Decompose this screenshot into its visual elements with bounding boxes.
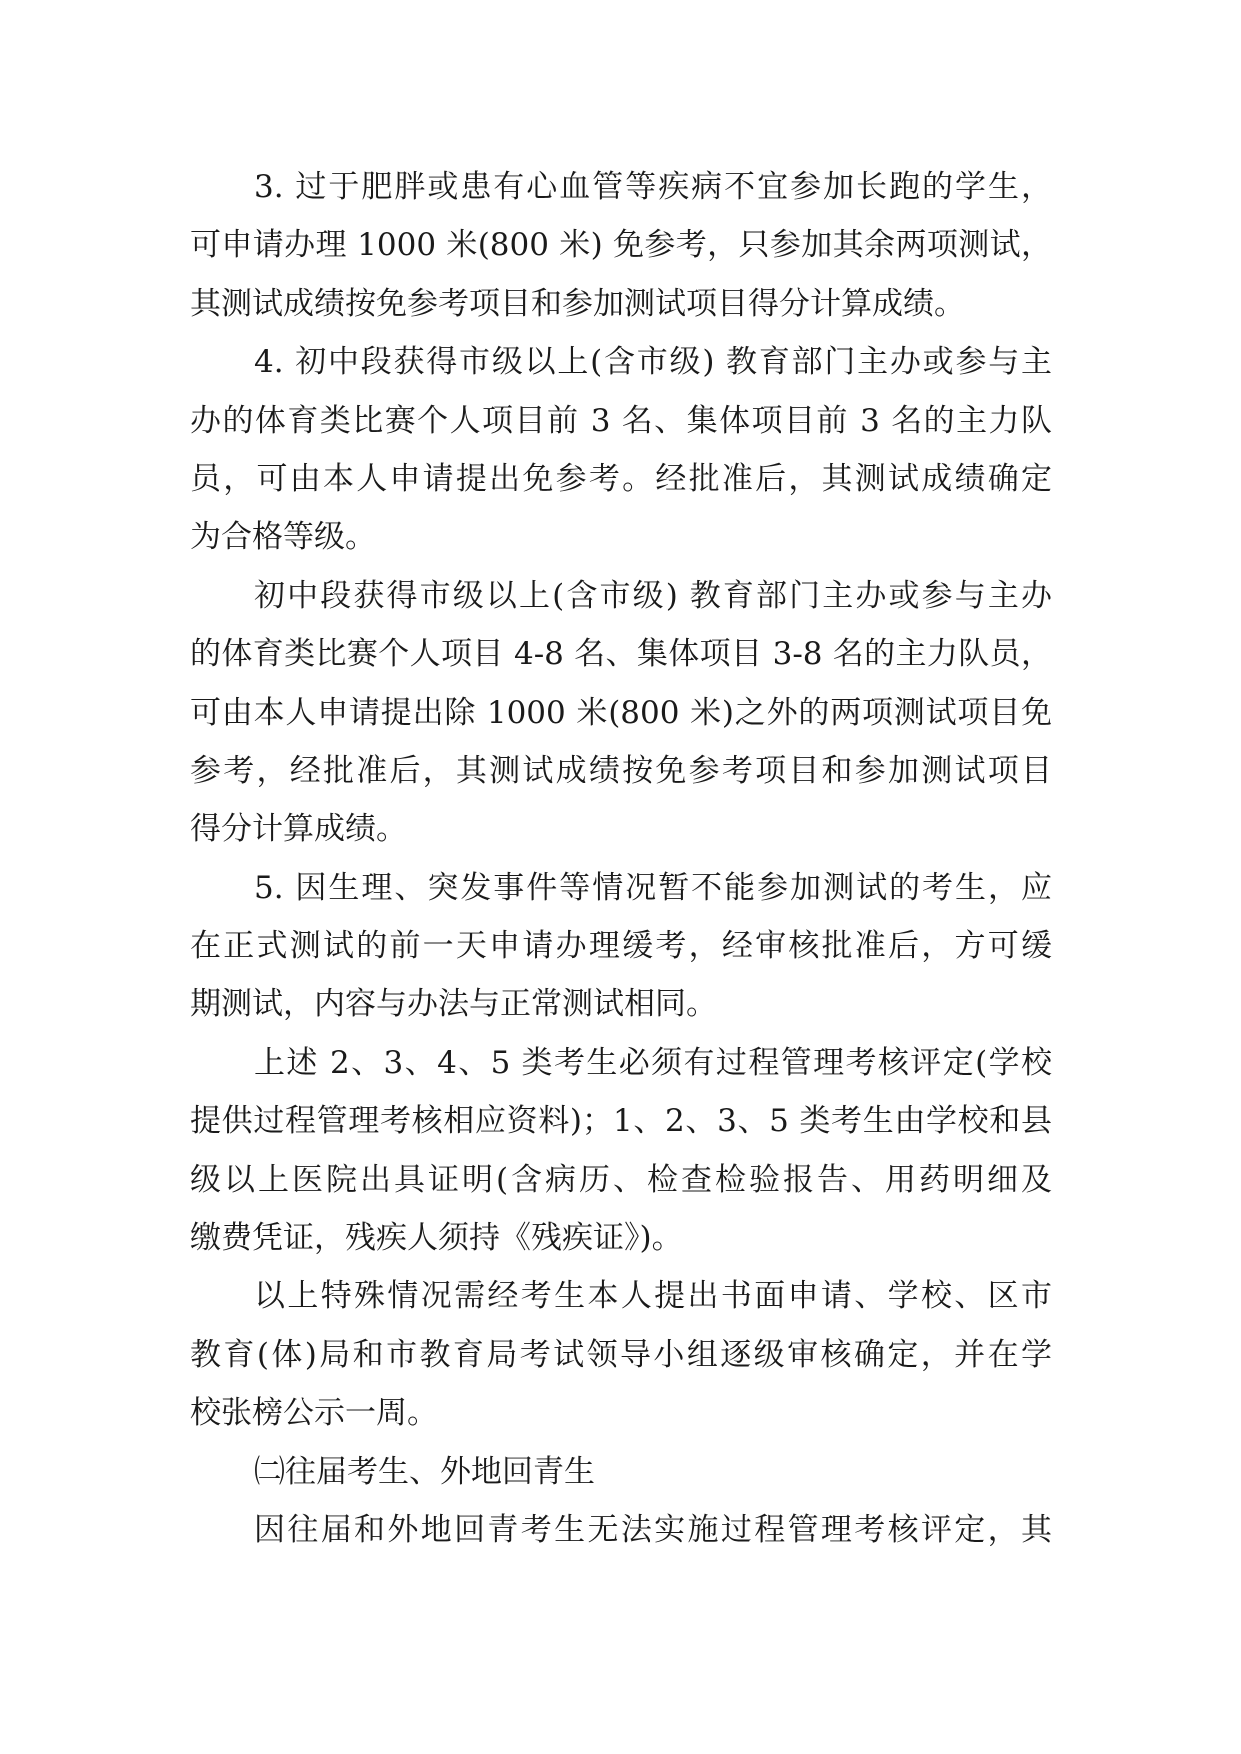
text-line: 的体育类比赛个人项目 4-8 名、集体项目 3-8 名的主力队员，	[190, 636, 1052, 673]
text-line: 可由本人申请提出除 1000 米(800 米)之外的两项测试项目免	[190, 694, 1052, 731]
text-line: 3. 过于肥胖或患有心血管等疾病不宜参加长跑的学生，	[254, 169, 1052, 205]
text-line: 提供过程管理考核相应资料)；1、2、3、5 类考生由学校和县	[190, 1103, 1052, 1140]
text-line: 缴费凭证，残疾人须持《残疾证》)。	[190, 1220, 683, 1257]
text-line: 办的体育类比赛个人项目前 3 名、集体项目前 3 名的主力队	[190, 402, 1052, 439]
text-line: 其测试成绩按免参考项目和参加测试项目得分计算成绩。	[190, 285, 965, 322]
text-line: 教育(体)局和市教育局考试领导小组逐级审核确定，并在学	[190, 1336, 1052, 1373]
text-line: 期测试，内容与办法与正常测试相同。	[190, 986, 717, 1023]
text-line: 得分计算成绩。	[190, 811, 407, 848]
text-line: 初中段获得市级以上(含市级) 教育部门主办或参与主办	[254, 577, 1052, 614]
text-line: ㈡往届考生、外地回青生	[254, 1453, 595, 1490]
text-line: 上述 2、3、4、5 类考生必须有过程管理考核评定(学校	[254, 1044, 1052, 1081]
text-line: 因往届和外地回青考生无法实施过程管理考核评定，其	[254, 1511, 1052, 1548]
text-line: 在正式测试的前一天申请办理缓考，经审核批准后，方可缓	[190, 928, 1052, 965]
text-line: 可申请办理 1000 米(800 米) 免参考，只参加其余两项测试，	[190, 227, 1052, 264]
text-line: 员，可由本人申请提出免参考。经批准后，其测试成绩确定	[190, 460, 1052, 497]
text-line: 5. 因生理、突发事件等情况暂不能参加测试的考生，应	[254, 869, 1052, 906]
text-line: 参考，经批准后，其测试成绩按免参考项目和参加测试项目	[190, 752, 1052, 789]
text-line: 以上特殊情况需经考生本人提出书面申请、学校、区市	[254, 1278, 1052, 1315]
text-line: 4. 初中段获得市级以上(含市级) 教育部门主办或参与主	[254, 344, 1052, 381]
document-body	[190, 158, 1052, 1559]
text-line: 为合格等级。	[190, 519, 376, 556]
text-line: 级以上医院出具证明(含病历、检查检验报告、用药明细及	[190, 1161, 1052, 1198]
text-line: 校张榜公示一周。	[190, 1395, 438, 1432]
